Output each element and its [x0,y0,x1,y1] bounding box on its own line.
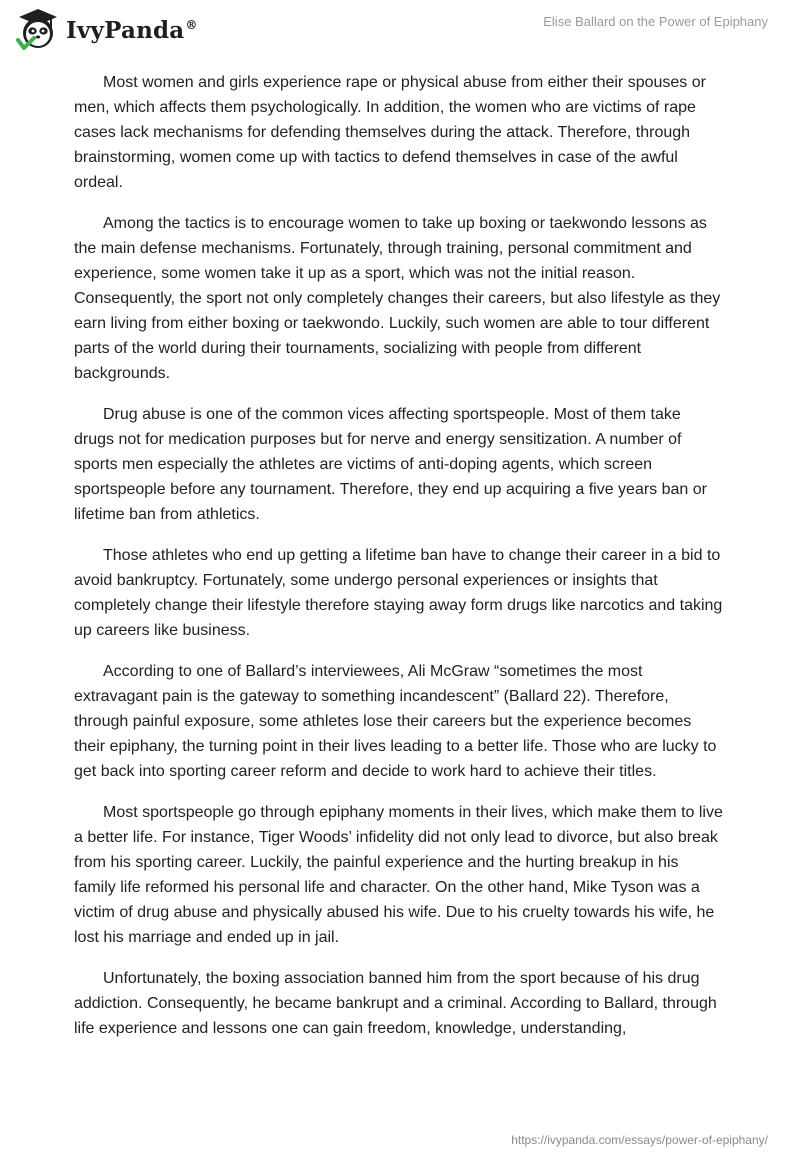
source-url[interactable]: https://ivypanda.com/essays/power-of-epiphany/ [511,1133,768,1147]
document-title: Elise Ballard on the Power of Epiphany [543,14,768,29]
essay-body [74,70,724,1057]
essay-paragraph: Most women and girls experience rape or physical abuse from either their spouses or men, which affects them psychologically. In addition, the women who are victims of rape cases lack mechanisms for defending themselves during the attack. Therefore, through brainstorming, women come up with tactics to defend themselves in case of the awful ordeal. [74,74,706,191]
essay-paragraph: Drug abuse is one of the common vices affecting sportspeople. Most of them take drugs not for medication purposes but for nerve and energy sensitization. A number of sports men especially the athletes are victims of anti-doping agents, which screen sportspeople before any tournament. Therefore, they end up acquiring a five years ban or lifetime ban from athletics. [74,406,707,523]
essay-paragraph: Among the tactics is to encourage women to take up boxing or taekwondo lessons as the main defense mechanisms. Fortunately, through training, personal commitment and experience, some women take it up as a sport, which was not the initial reason. Consequently, the sport not only completely changes their careers, but also lifestyle as they earn living from either boxing or taekwondo. Luckily, such women are able to tour different parts of the world during their tournaments, socializing with people from different backgrounds. [74,215,721,382]
essay-paragraph: Unfortunately, the boxing association banned him from the sport because of his drug addiction. Consequently, he became bankrupt and a criminal. According to Ballard, through life experience and lessons one can gain freedom, knowledge, understanding, [74,970,717,1037]
panda-mascot-icon [16,8,60,52]
brand-name: IvyPanda® [66,16,198,44]
brand-logo[interactable] [16,8,198,52]
essay-paragraph: Most sportspeople go through epiphany moments in their lives, which make them to live a better life. For instance, Tiger Woods’ infidelity did not only lead to divorce, but also break from his sporting career. Luckily, the painful experience and the hurting breakup in his family life reformed his personal life and character. On the other hand, Mike Tyson was a victim of drug abuse and physically abused his wife. Due to his cruelty towards his wife, he lost his marriage and ended up in jail. [74,804,723,946]
registered-mark: ® [185,17,198,32]
page-header [0,0,800,64]
essay-paragraph: Those athletes who end up getting a lifetime ban have to change their career in a bid to avoid bankruptcy. Fortunately, some undergo personal experiences or insights that completely change their lifestyle therefore staying away form drugs like narcotics and taking up careers like business. [74,547,723,639]
essay-paragraph: According to one of Ballard’s interviewees, Ali McGraw “sometimes the most extravagant pain is the gateway to something incandescent” (Ballard 22). Therefore, through painful exposure, some athletes lose their careers but the experience becomes their epiphany, the turning point in their lives leading to a better life. Those who are lucky to get back into sporting career reform and decide to work hard to achieve their titles. [74,663,717,780]
